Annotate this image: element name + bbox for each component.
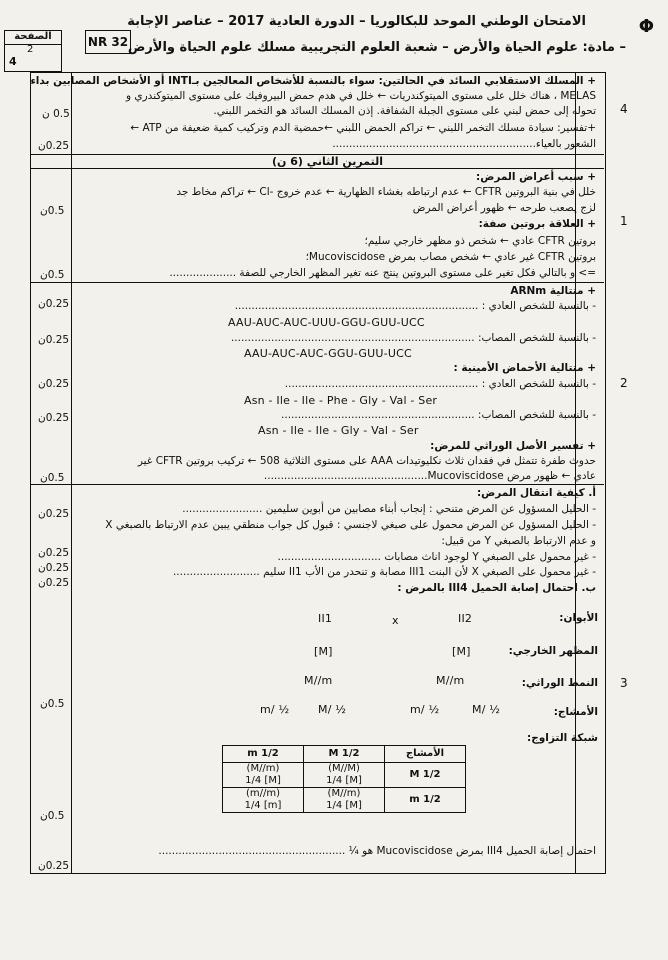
cell-genotype: (m//m) xyxy=(245,788,281,799)
row-divider xyxy=(30,168,604,169)
q2-heading-3: + تفسير الأصل الوراثي للمرض: xyxy=(430,440,596,452)
genotype-label: النمط الوراثي: xyxy=(521,677,598,689)
punnett-row-header: M 1/2 xyxy=(385,763,466,788)
q4-line-3: تحوله إلى حمض لبني على مستوى الجبلة الشفافة. إذن المسلك السائد هو التخمر اللبني. xyxy=(213,105,596,117)
punnett-cell xyxy=(304,763,385,788)
mark: 0.25ن xyxy=(38,298,70,310)
page-number: 2 xyxy=(27,44,34,55)
punnett-cell xyxy=(223,763,304,788)
mark: 0.25ن xyxy=(38,508,70,520)
cell-genotype: (M//m) xyxy=(327,788,361,799)
page-header xyxy=(0,10,668,72)
q2-line-1: حدوث طفرة تتمثل في فقدان ثلاث نكليوتيدات AAA على مستوى الثلاثية 508 ← تركيب بروتين CFTR غير xyxy=(137,455,596,467)
row-divider xyxy=(30,282,604,283)
q3-line-2: - الحليل المسؤول عن المرض محمول على صبغي لاجنسي : قبول كل جواب منطقي يبين عدم الارتباط بالصبغي X xyxy=(105,519,596,531)
q3-heading-2: ب. احتمال إصابة الحميل III4 بالمرض : xyxy=(397,582,596,594)
q3-line-4: - غير محمول على الصبغي Y لوجود اناث مصابات ............................... xyxy=(277,551,596,563)
mark: 0.5 ن xyxy=(42,108,70,120)
q1-line-5: => و بالتالي فكل تغير على مستوى البروتين ينتج عنه تغير المظهر الخارجي للصفة .................... xyxy=(169,267,596,279)
mark: 0.25ن xyxy=(38,562,70,574)
mark: 0.25ن xyxy=(38,334,70,346)
mrna-sequence-normal: AAU-AUC-AUC-UUU-GGU-GUU-UCC xyxy=(228,316,425,329)
q3-line-1: - الحليل المسؤول عن المرض متنحي : إنجاب أبناء مصابين من أبوين سليمين ........................ xyxy=(182,503,596,515)
exam-subject: – مادة: علوم الحياة والأرض – شعبة العلوم التجريبية مسلك علوم الحياة والأرض xyxy=(127,40,626,55)
cell-genotype: (M//M) xyxy=(328,763,360,774)
cross-symbol: x xyxy=(392,614,399,627)
page-number-box xyxy=(4,30,62,72)
parent-1: II1 xyxy=(318,612,333,625)
q1-heading-1: + سبب أعراض المرض: xyxy=(476,171,596,183)
cell-genotype: (M//m) xyxy=(246,763,280,774)
question-number: 3 xyxy=(620,676,628,690)
cell-phenotype: [M] 1/4 xyxy=(326,800,362,811)
mark: 0.25ن xyxy=(38,378,70,390)
q4-line-1: + المسلك الاستقلابي السائد في الحالتين: سواء بالنسبة للأشخاص المعالجين بـINTI أو الأشخاص المصابين بداء xyxy=(30,75,596,87)
mark: 0.25ن xyxy=(38,140,70,152)
q2-heading-2: + متتالية الأحماض الأمينية : xyxy=(453,362,596,374)
mark: 0.5ن xyxy=(40,698,65,710)
q4-line-2: MELAS ، هناك خلل على مستوى الميتوكندريات ← خلل في هدم حمض البيروفيك على مستوى الميتوكندري و xyxy=(125,90,596,102)
mark: 0.5ن xyxy=(40,205,65,217)
q3-final-answer: احتمال إصابة الحميل III4 بمرض Mucoviscidose هو ¼ ........................................................ xyxy=(158,845,596,857)
punnett-row-header: m 1/2 xyxy=(385,788,466,813)
punnett-cell xyxy=(223,788,304,813)
q4-line-4: +تفسير: سيادة مسلك التخمر اللبني ← تراكم الحمض اللبني ←حمضية الدم وتركيب كمية ضعيفة من ATP ← xyxy=(130,122,596,134)
page-label: الصفحة xyxy=(5,31,61,45)
punnett-col-header: m 1/2 xyxy=(223,746,304,763)
q2-normal-label: - بالنسبة للشخص العادي : ......................................................................... xyxy=(234,300,596,312)
mark: 0.5ن xyxy=(40,472,65,484)
punnett-cell xyxy=(304,788,385,813)
mark: 0.5ن xyxy=(40,810,65,822)
phenotype-1: [M] xyxy=(314,645,333,658)
exam-code: NR 32 xyxy=(85,30,131,54)
phenotype-label: المظهر الخارجي: xyxy=(508,645,598,657)
gametes-label: الأمشاج: xyxy=(553,706,598,718)
punnett-square xyxy=(222,745,466,813)
parents-label: الأبوان: xyxy=(559,612,598,624)
q2-sick-label: - بالنسبة للشخص المصاب: ......................................................................... xyxy=(230,332,596,344)
q1-line-1: خلل في بنية البروتين CFTR ← عدم ارتباطه بغشاء الظهارية ← عدم خروج -Cl ← تراكم مخاط جد xyxy=(176,186,596,198)
cell-phenotype: [m] 1/4 xyxy=(244,800,282,811)
q3-heading-1: أ. كيفية انتقال المرض: xyxy=(476,487,596,499)
gamete: m/ ½ xyxy=(410,703,440,716)
question-number: 1 xyxy=(620,214,628,228)
punnett-grid-label: شبكة التزاوج: xyxy=(527,732,598,744)
page-total: 4 xyxy=(9,55,17,68)
marks-column-divider xyxy=(71,73,72,873)
q1-line-3: بروتين CFTR عادي ← شخص ذو مظهر خارجي سليم؛ xyxy=(364,235,596,247)
mark: 0.25ن xyxy=(38,412,70,424)
phenotype-2: [M] xyxy=(452,645,471,658)
punnett-corner: الأمشاج xyxy=(385,746,466,763)
mrna-sequence-sick: AAU-AUC-AUC-GGU-GUU-UCC xyxy=(244,347,412,360)
q2-line-2: عادي ← ظهور مرض Mucoviscidose................................................. xyxy=(263,470,596,482)
mark: 0.25ن xyxy=(38,860,70,872)
gamete: M/ ½ xyxy=(318,703,347,716)
exam-title: الامتحان الوطني الموحد للبكالوريا – الدورة العادية 2017 – عناصر الإجابة xyxy=(127,14,586,29)
q1-heading-2: + العلاقة بروتين صفة: xyxy=(478,218,596,230)
amino-acid-sequence-sick: Asn - Ile - Ile - Gly - Val - Ser xyxy=(258,424,419,437)
row-divider xyxy=(30,484,604,485)
q1-line-4: بروتين CFTR غير عادي ← شخص مصاب بمرض Mucoviscidose؛ xyxy=(305,251,596,263)
mark: 0.25ن xyxy=(38,547,70,559)
parent-2: II2 xyxy=(458,612,473,625)
amino-acid-sequence-normal: Asn - Ile - Ile - Phe - Gly - Val - Ser xyxy=(244,394,438,407)
q2-aa-sick-label: - بالنسبة للشخص المصاب: .......................................................... xyxy=(281,409,596,421)
question-number: 4 xyxy=(620,102,628,116)
mark: 0.25ن xyxy=(38,577,70,589)
question-number: 2 xyxy=(620,376,628,390)
q4-line-5: الشعور بالعياء............................................................. xyxy=(332,138,596,150)
q2-heading-1: + متتالية ARNm xyxy=(510,285,596,297)
cell-phenotype: [M] 1/4 xyxy=(326,775,362,786)
gamete: m/ ½ xyxy=(260,703,290,716)
mark: 0.5ن xyxy=(40,269,65,281)
logo-symbol: Φ xyxy=(638,16,654,37)
q3-line-5: - غير محمول على الصبغي X لأن البنت III1 مصابة و تنحدر من الأب II1 سليم .......................... xyxy=(172,566,596,578)
punnett-col-header: M 1/2 xyxy=(304,746,385,763)
gamete: M/ ½ xyxy=(472,703,501,716)
exercise-title: التمرين الثاني (6 ن) xyxy=(272,155,384,168)
genotype-1: M//m xyxy=(304,674,333,687)
q1-line-2: لزج يصعب طرحه ← ظهور أعراض المرض xyxy=(412,202,596,214)
genotype-2: M//m xyxy=(436,674,465,687)
q3-line-3: و عدم الارتباط بالصبغي Y من قبيل: xyxy=(441,535,596,547)
q2-aa-normal-label: - بالنسبة للشخص العادي : .......................................................... xyxy=(284,378,596,390)
cell-phenotype: [M] 1/4 xyxy=(245,775,281,786)
